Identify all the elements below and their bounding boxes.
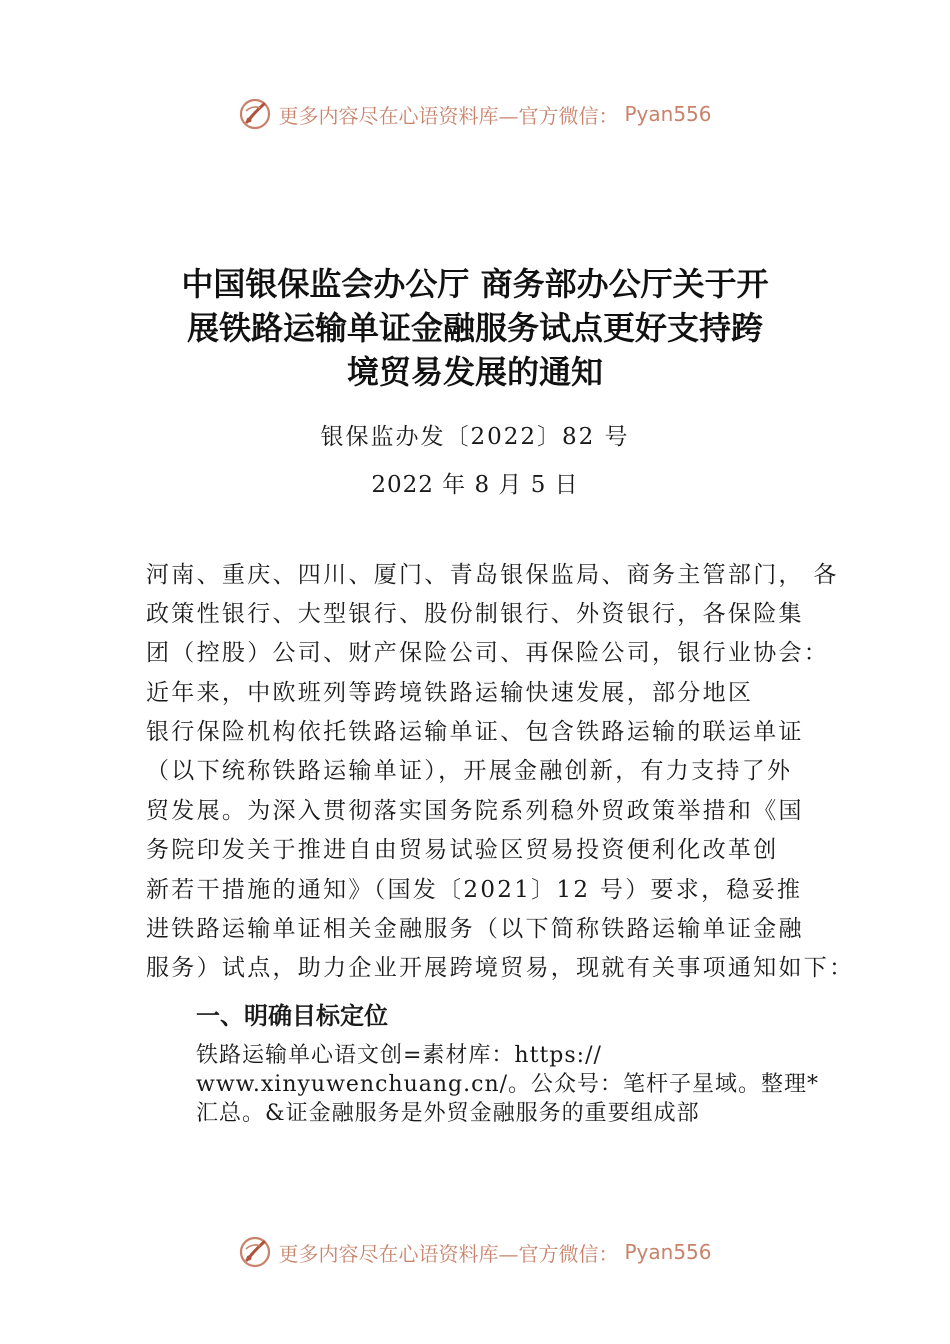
brush-logo-icon: [238, 97, 272, 131]
banner-wechat-id: Pyan556: [624, 1240, 712, 1264]
document-date: 2022 年 8 月 5 日: [371, 472, 579, 498]
body-line: 银行保险机构依托铁路运输单证、包含铁路运输的联运单证: [146, 719, 804, 745]
title-line: 境贸易发展的通知: [346, 353, 603, 391]
footer-watermark-banner: [0, 1232, 950, 1272]
body-line: 新若干措施的通知》（国发〔2021〕12 号）要求，稳妥推: [146, 877, 803, 903]
section-heading: 一、明确目标定位: [196, 1002, 388, 1030]
body-line: 政策性银行、大型银行、股份制银行、外资银行，各保险集: [146, 601, 804, 627]
body-line: （以下统称铁路运输单证），开展金融创新，有力支持了外: [146, 758, 793, 784]
brush-logo-icon: [238, 1235, 272, 1269]
section-line: 铁路运输单心语文创=素材库：https://: [196, 1043, 602, 1068]
title-line: 中国银保监会办公厅 商务部办公厅关于开: [181, 265, 769, 303]
section-line: www.xinyuwenchuang.cn/。公众号：笔杆子星域。整理*: [196, 1072, 820, 1097]
document-title: [120, 262, 830, 394]
body-line: 河南、重庆、四川、厦门、青岛银保监局、商务主管部门， 各: [146, 562, 839, 588]
title-line: 展铁路运输单证金融服务试点更好支持跨: [186, 309, 763, 347]
banner-text: 更多内容尽在心语资料库—官方微信：: [278, 103, 619, 128]
body-line: 团（控股）公司、财产保险公司、再保险公司，银行业协会：: [146, 640, 830, 666]
body-line: 服务）试点，助力企业开展跨境贸易，现就有关事项通知如下：: [146, 955, 855, 981]
body-line: 贸发展。为深入贯彻落实国务院系列稳外贸政策举措和《国: [146, 798, 804, 824]
body-line: 进铁路运输单证相关金融服务（以下简称铁路运输单证金融: [146, 916, 804, 942]
body-line: 务院印发关于推进自由贸易试验区贸易投资便利化改革创: [146, 837, 779, 863]
body-line: 近年来，中欧班列等跨境铁路运输快速发展，部分地区: [146, 680, 754, 706]
section-line: 汇总。&证金融服务是外贸金融服务的重要组成部: [196, 1101, 700, 1126]
document-number: 银保监办发〔2022〕82 号: [320, 424, 630, 450]
banner-wechat-id: Pyan556: [624, 102, 712, 126]
banner-text: 更多内容尽在心语资料库—官方微信：: [278, 1241, 619, 1266]
header-watermark-banner: [0, 94, 950, 134]
